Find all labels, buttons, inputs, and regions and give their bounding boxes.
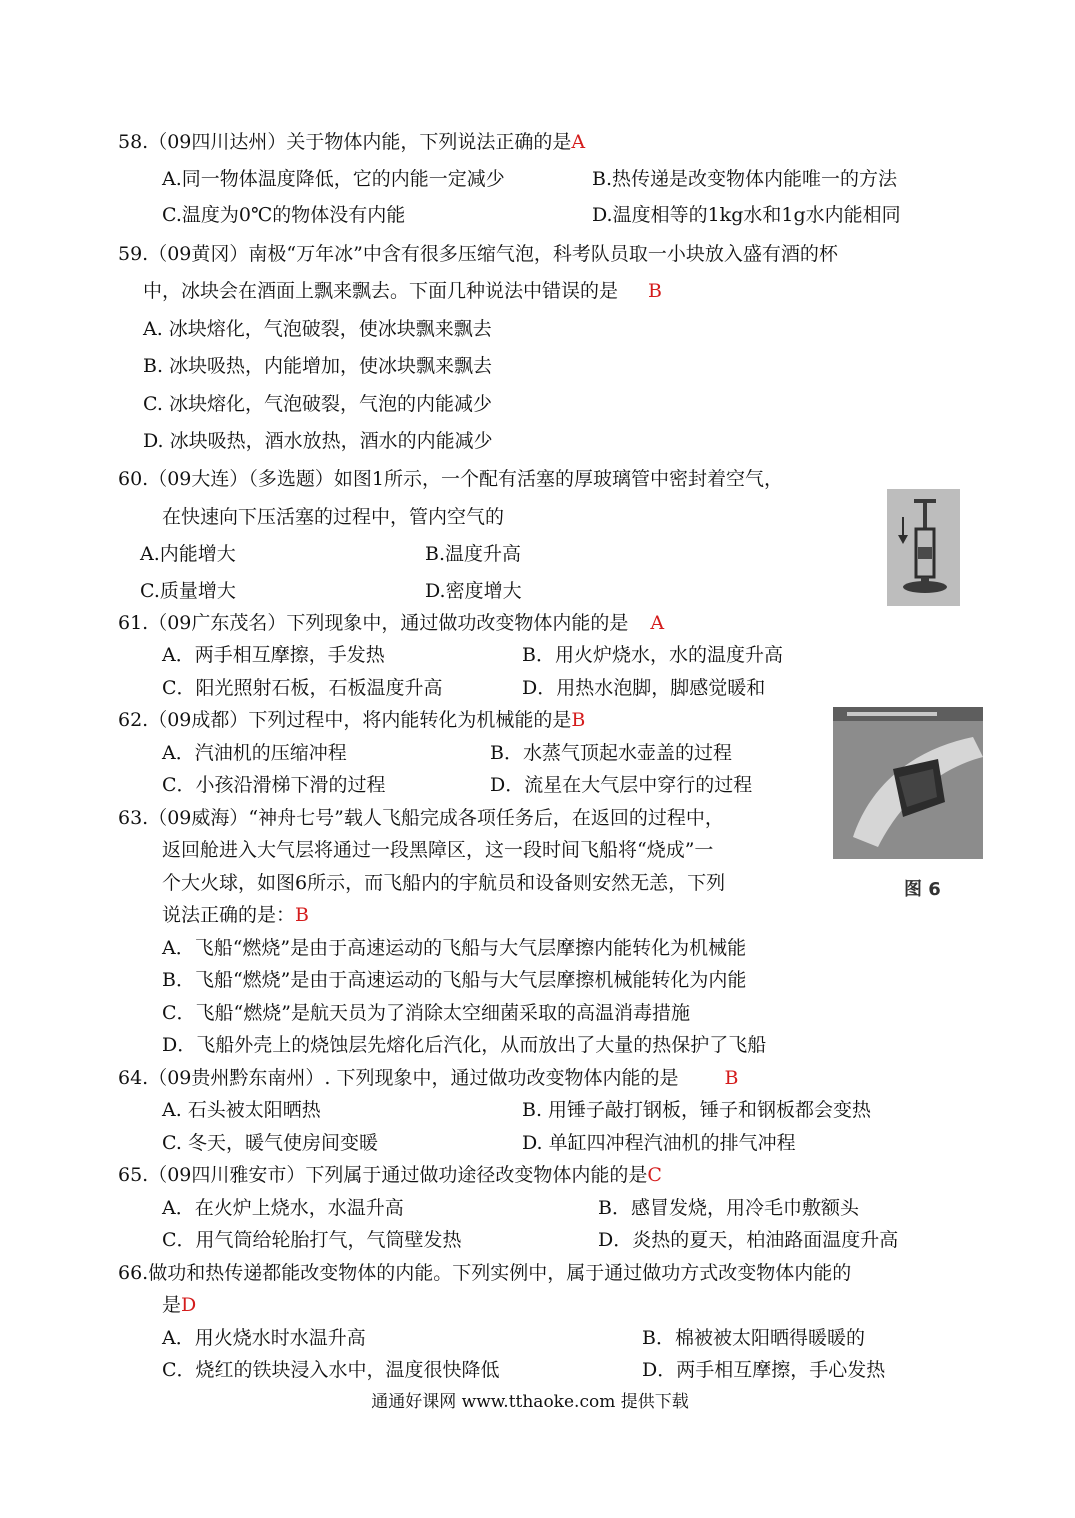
q66-option-b: B．棉被被太阳晒得暖暖的 [642, 1327, 865, 1349]
q64-option-b: B. 用锤子敲打钢板，锤子和钢板都会变热 [522, 1099, 872, 1121]
q61-option-d: D．用热水泡脚，脚感觉暖和 [522, 677, 766, 699]
q63-answer: B [295, 904, 309, 926]
q59-option-b: B. 冰块吸热，内能增加，使冰块飘来飘去 [143, 355, 493, 377]
q66-option-c: C．烧红的铁块浸入水中，温度很快降低 [162, 1359, 500, 1381]
q60-option-c: C.质量增大 [140, 580, 236, 602]
q59-option-a: A. 冰块熔化，气泡破裂，使冰块飘来飘去 [143, 318, 492, 340]
q66-stem-line2: 是D [162, 1294, 197, 1316]
q64-stem: 64.（09贵州黔东南州）. 下列现象中，通过做功改变物体内能的是 B [118, 1067, 739, 1089]
q61-option-c: C．阳光照射石板，石板温度升高 [162, 677, 443, 699]
figure-6-label: 图 6 [904, 879, 941, 900]
q65-option-c: C．用气筒给轮胎打气，气筒壁发热 [162, 1229, 462, 1251]
q60-stem-line2: 在快速向下压活塞的过程中，管内空气的 [162, 506, 505, 528]
q64-option-a: A. 石头被太阳晒热 [162, 1099, 321, 1121]
q58-answer: A [571, 131, 586, 153]
q63-stem-line4: 说法正确的是：B [162, 904, 309, 926]
q58-option-c: C.温度为0℃的物体没有内能 [162, 204, 406, 226]
q66-answer: D [181, 1294, 197, 1316]
q63-option-d: D．飞船外壳上的烧蚀层先熔化后汽化，从而放出了大量的热保护了飞船 [162, 1034, 767, 1056]
piston-tube-figure [887, 489, 960, 606]
q60-option-d: D.密度增大 [425, 580, 522, 602]
q63-stem-line2: 返回舱进入大气层将通过一段黑障区，这一段时间飞船将“烧成”一 [162, 839, 714, 861]
q59-option-c: C. 冰块熔化，气泡破裂，气泡的内能减少 [143, 393, 492, 415]
q66-option-d: D．两手相互摩擦，手心发热 [642, 1359, 886, 1381]
q62-stem: 62.（09成都）下列过程中，将内能转化为机械能的是B [118, 709, 586, 731]
q59-stem-line1: 59.（09黄冈）南极“万年冰”中含有很多压缩气泡，科考队员取一小块放入盛有酒的杯 [118, 243, 838, 265]
q65-option-d: D．炎热的夏天，柏油路面温度升高 [598, 1229, 899, 1251]
q61-option-b: B．用火炉烧水，水的温度升高 [522, 644, 783, 666]
q60-option-b: B.温度升高 [425, 543, 522, 565]
q61-option-a: A．两手相互摩擦，手发热 [162, 644, 385, 666]
q65-answer: C [647, 1164, 662, 1186]
q60-stem-line1: 60.（09大连）（多选题）如图1所示，一个配有活塞的厚玻璃管中密封着空气， [118, 468, 783, 490]
q58-stem: 58.（09四川达州）关于物体内能，下列说法正确的是A [118, 131, 586, 153]
q61-stem: 61.（09广东茂名）下列现象中，通过做功改变物体内能的是 A [118, 612, 665, 634]
q63-option-a: A．飞船“燃烧”是由于高速运动的飞船与大气层摩擦内能转化为机械能 [162, 937, 747, 959]
q58-option-d: D.温度相等的1kg水和1g水内能相同 [592, 204, 901, 226]
q60-option-a: A.内能增大 [140, 543, 236, 565]
q62-option-b: B．水蒸气顶起水壶盖的过程 [490, 742, 732, 764]
q64-option-c: C. 冬天，暖气使房间变暖 [162, 1132, 378, 1154]
q63-stem-line3: 个大火球，如图6所示，而飞船内的宇航员和设备则安然无恙，下列 [162, 872, 726, 894]
q62-answer: B [571, 709, 586, 731]
q64-option-d: D. 单缸四冲程汽油机的排气冲程 [522, 1132, 796, 1154]
q63-option-c: C．飞船“燃烧”是航天员为了消除太空细菌采取的高温消毒措施 [162, 1002, 690, 1024]
q59-option-d: D. 冰块吸热，酒水放热，酒水的内能减少 [143, 430, 493, 452]
q65-option-a: A．在火炉上烧水，水温升高 [162, 1197, 404, 1219]
q58-option-b: B.热传递是改变物体内能唯一的方法 [592, 168, 898, 190]
q59-stem-line2: 中，冰块会在酒面上飘来飘去。下面几种说法中错误的是 B [143, 280, 662, 302]
q62-option-d: D．流星在大气层中穿行的过程 [490, 774, 753, 796]
q61-answer: A [650, 612, 665, 634]
spacecraft-figure [833, 707, 983, 859]
page-footer: 通通好课网 www.tthaoke.com 提供下载 [371, 1392, 689, 1412]
q66-stem-line1: 66.做功和热传递都能改变物体的内能。下列实例中，属于通过做功方式改变物体内能的 [118, 1262, 852, 1284]
q65-stem: 65.（09四川雅安市）下列属于通过做功途径改变物体内能的是C [118, 1164, 662, 1186]
spacecraft-reentry-icon [833, 707, 983, 859]
piston-tube-icon [887, 489, 960, 606]
q66-option-a: A．用火烧水时水温升高 [162, 1327, 366, 1349]
q63-stem-line1: 63.（09威海）“神舟七号”载人飞船完成各项任务后，在返回的过程中， [118, 807, 724, 829]
q64-answer: B [724, 1067, 739, 1089]
q62-option-a: A．汽油机的压缩冲程 [162, 742, 347, 764]
q59-answer: B [648, 280, 662, 302]
q58-option-a: A.同一物体温度降低，它的内能一定减少 [162, 168, 505, 190]
q63-option-b: B．飞船“燃烧”是由于高速运动的飞船与大气层摩擦机械能转化为内能 [162, 969, 747, 991]
q62-option-c: C．小孩沿滑梯下滑的过程 [162, 774, 386, 796]
q65-option-b: B．感冒发烧，用冷毛巾敷额头 [598, 1197, 859, 1219]
